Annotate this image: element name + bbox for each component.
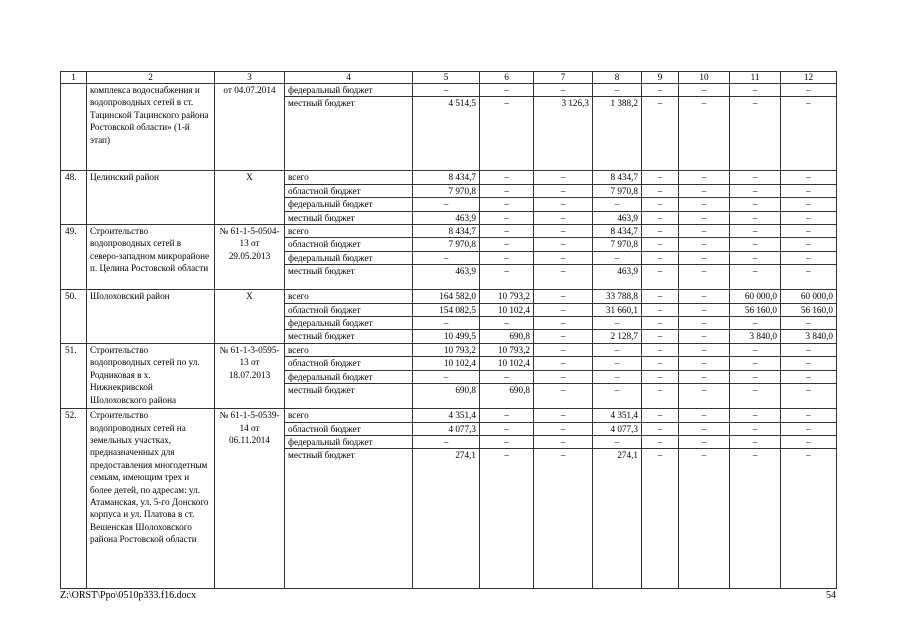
amount-cell: 690,8	[480, 330, 534, 343]
amount-cell: –	[534, 290, 593, 303]
budget-source-label: федеральный бюджет	[285, 317, 413, 330]
amount-cell: –	[642, 303, 679, 316]
amount-cell: 4 077,3	[413, 422, 480, 435]
table-row	[61, 290, 837, 303]
amount-cell: –	[730, 225, 781, 238]
amount-cell: –	[480, 317, 534, 330]
budget-source-label: областной бюджет	[285, 422, 413, 435]
budget-source-label: местный бюджет	[285, 265, 413, 290]
amount-cell: 3 126,3	[534, 97, 593, 171]
amount-cell: –	[593, 251, 642, 264]
amount-cell: –	[679, 265, 730, 290]
amount-cell: –	[642, 290, 679, 303]
amount-cell: –	[730, 84, 781, 97]
item-number: 49.	[61, 225, 87, 290]
amount-cell: –	[730, 265, 781, 290]
document-reference: № 61-1-3-0595-13 от 18.07.2013	[215, 343, 285, 408]
amount-cell: 164 582,0	[413, 290, 480, 303]
amount-cell: –	[534, 330, 593, 343]
amount-cell: 56 160,0	[730, 303, 781, 316]
column-header: 7	[534, 72, 593, 84]
object-name: комплекса водоснабжения и водопроводных сетей в ст. Тацинской Тацинского района Ростовской области» (1-й этап)	[87, 84, 215, 171]
amount-cell: –	[730, 357, 781, 370]
amount-cell: –	[593, 370, 642, 383]
amount-cell: –	[480, 409, 534, 422]
amount-cell: –	[480, 370, 534, 383]
budget-source-label: местный бюджет	[285, 449, 413, 589]
amount-cell: –	[730, 370, 781, 383]
amount-cell: –	[730, 198, 781, 211]
amount-cell: –	[534, 265, 593, 290]
amount-cell: 463,9	[413, 265, 480, 290]
amount-cell: 10 102,4	[480, 357, 534, 370]
amount-cell: –	[534, 317, 593, 330]
amount-cell: –	[534, 449, 593, 589]
amount-cell: 3 840,0	[730, 330, 781, 343]
amount-cell: –	[781, 265, 837, 290]
amount-cell: –	[593, 198, 642, 211]
amount-cell: –	[679, 409, 730, 422]
amount-cell: –	[730, 449, 781, 589]
amount-cell: –	[642, 317, 679, 330]
amount-cell: –	[730, 435, 781, 448]
item-number	[61, 84, 87, 171]
amount-cell: 56 160,0	[781, 303, 837, 316]
amount-cell: –	[480, 422, 534, 435]
amount-cell: –	[593, 357, 642, 370]
amount-cell: –	[534, 370, 593, 383]
document-reference: Х	[215, 171, 285, 225]
amount-cell: 4 077,3	[593, 422, 642, 435]
amount-cell: –	[781, 184, 837, 197]
amount-cell: –	[679, 225, 730, 238]
amount-cell: 4 514,5	[413, 97, 480, 171]
table-row	[61, 409, 837, 422]
object-name: Строительство водопроводных сетей на земельных участках, предназначенных для предоставления многодетным семьям, имеющим трех и более детей, по адресам: ул. Атаманская, ул. 5-го Донского корпуса и ул. Платова в ст. Вешенская Шолоховского района Ростовской области	[87, 409, 215, 589]
amount-cell: 690,8	[413, 384, 480, 409]
amount-cell: –	[781, 357, 837, 370]
document-reference: № 61-1-5-0539-14 от 06.11.2014	[215, 409, 285, 589]
amount-cell: –	[413, 198, 480, 211]
amount-cell: –	[642, 198, 679, 211]
amount-cell: 274,1	[593, 449, 642, 589]
amount-cell: –	[534, 422, 593, 435]
budget-source-label: всего	[285, 343, 413, 356]
amount-cell: –	[679, 251, 730, 264]
amount-cell: –	[679, 238, 730, 251]
amount-cell: –	[593, 343, 642, 356]
amount-cell: –	[642, 171, 679, 184]
amount-cell: –	[534, 384, 593, 409]
table-row	[61, 84, 837, 97]
amount-cell: 463,9	[413, 211, 480, 224]
amount-cell: –	[679, 97, 730, 171]
table-row	[61, 343, 837, 356]
budget-source-label: местный бюджет	[285, 211, 413, 224]
amount-cell: 463,9	[593, 265, 642, 290]
amount-cell: 3 840,0	[781, 330, 837, 343]
column-header: 8	[593, 72, 642, 84]
amount-cell: –	[730, 422, 781, 435]
budget-source-label: всего	[285, 171, 413, 184]
column-header: 11	[730, 72, 781, 84]
budget-source-label: федеральный бюджет	[285, 370, 413, 383]
amount-cell: –	[534, 238, 593, 251]
object-name: Строительство водопроводных сетей в северо-западном микрорайоне п. Целина Ростовской области	[87, 225, 215, 290]
budget-source-label: федеральный бюджет	[285, 435, 413, 448]
amount-cell: –	[679, 303, 730, 316]
amount-cell: –	[679, 290, 730, 303]
amount-cell: –	[480, 97, 534, 171]
amount-cell: –	[642, 384, 679, 409]
amount-cell: 33 788,8	[593, 290, 642, 303]
amount-cell: –	[781, 198, 837, 211]
amount-cell: –	[413, 317, 480, 330]
amount-cell: –	[781, 211, 837, 224]
amount-cell: –	[413, 251, 480, 264]
amount-cell: 60 000,0	[781, 290, 837, 303]
amount-cell: –	[730, 343, 781, 356]
amount-cell: –	[781, 251, 837, 264]
table-row	[61, 171, 837, 184]
amount-cell: –	[730, 171, 781, 184]
item-number: 52.	[61, 409, 87, 589]
table-row	[61, 225, 837, 238]
budget-source-label: всего	[285, 409, 413, 422]
amount-cell: –	[781, 84, 837, 97]
amount-cell: 7 970,8	[593, 184, 642, 197]
amount-cell: –	[534, 251, 593, 264]
amount-cell: –	[534, 84, 593, 97]
budget-source-label: областной бюджет	[285, 184, 413, 197]
amount-cell: 690,8	[480, 384, 534, 409]
amount-cell: –	[730, 184, 781, 197]
budget-source-label: федеральный бюджет	[285, 84, 413, 97]
amount-cell: –	[480, 184, 534, 197]
page-number: 54	[826, 590, 836, 601]
amount-cell: –	[781, 343, 837, 356]
amount-cell: –	[480, 225, 534, 238]
amount-cell: –	[781, 225, 837, 238]
amount-cell: –	[781, 422, 837, 435]
column-header: 12	[781, 72, 837, 84]
budget-source-label: федеральный бюджет	[285, 198, 413, 211]
amount-cell: –	[642, 449, 679, 589]
amount-cell: 31 660,1	[593, 303, 642, 316]
amount-cell: –	[593, 384, 642, 409]
document-reference: № 61-1-5-0504-13 от 29.05.2013	[215, 225, 285, 290]
amount-cell: –	[642, 97, 679, 171]
budget-source-label: областной бюджет	[285, 303, 413, 316]
amount-cell: 463,9	[593, 211, 642, 224]
amount-cell: –	[534, 303, 593, 316]
amount-cell: –	[413, 84, 480, 97]
budget-source-label: федеральный бюджет	[285, 251, 413, 264]
column-header: 5	[413, 72, 480, 84]
amount-cell: 7 970,8	[593, 238, 642, 251]
amount-cell: –	[679, 384, 730, 409]
amount-cell: –	[679, 435, 730, 448]
amount-cell: –	[781, 238, 837, 251]
amount-cell: –	[480, 198, 534, 211]
document-reference: от 04.07.2014	[215, 84, 285, 171]
amount-cell: –	[642, 251, 679, 264]
amount-cell: 8 434,7	[593, 225, 642, 238]
amount-cell: –	[413, 370, 480, 383]
amount-cell: 7 970,8	[413, 238, 480, 251]
amount-cell: –	[480, 435, 534, 448]
amount-cell: –	[781, 97, 837, 171]
amount-cell: 154 082,5	[413, 303, 480, 316]
object-name: Шолоховский район	[87, 290, 215, 344]
amount-cell: –	[642, 184, 679, 197]
item-number: 50.	[61, 290, 87, 344]
amount-cell: 10 793,2	[480, 343, 534, 356]
amount-cell: –	[730, 317, 781, 330]
header-row	[61, 72, 837, 84]
amount-cell: –	[730, 384, 781, 409]
amount-cell: 10 102,4	[413, 357, 480, 370]
budget-source-label: всего	[285, 225, 413, 238]
amount-cell: 10 793,2	[480, 290, 534, 303]
amount-cell: –	[679, 449, 730, 589]
amount-cell: –	[679, 370, 730, 383]
amount-cell: 274,1	[413, 449, 480, 589]
amount-cell: –	[730, 97, 781, 171]
column-header: 1	[61, 72, 87, 84]
amount-cell: –	[534, 409, 593, 422]
amount-cell: –	[534, 184, 593, 197]
amount-cell: –	[781, 370, 837, 383]
amount-cell: –	[642, 211, 679, 224]
amount-cell: 10 102,4	[480, 303, 534, 316]
amount-cell: –	[679, 357, 730, 370]
column-header: 10	[679, 72, 730, 84]
amount-cell: –	[642, 343, 679, 356]
amount-cell: –	[480, 84, 534, 97]
document-reference: Х	[215, 290, 285, 344]
amount-cell: –	[642, 370, 679, 383]
budget-source-label: областной бюджет	[285, 238, 413, 251]
column-header: 9	[642, 72, 679, 84]
amount-cell: –	[593, 317, 642, 330]
amount-cell: –	[534, 357, 593, 370]
amount-cell: –	[730, 409, 781, 422]
amount-cell: 60 000,0	[730, 290, 781, 303]
amount-cell: –	[679, 171, 730, 184]
budget-table	[60, 71, 837, 589]
budget-source-label: местный бюджет	[285, 97, 413, 171]
amount-cell: –	[730, 251, 781, 264]
amount-cell: –	[781, 384, 837, 409]
amount-cell: –	[480, 238, 534, 251]
amount-cell: 8 434,7	[413, 225, 480, 238]
amount-cell: 10 499,5	[413, 330, 480, 343]
object-name: Целинский район	[87, 171, 215, 225]
amount-cell: 1 388,2	[593, 97, 642, 171]
amount-cell: 4 351,4	[593, 409, 642, 422]
amount-cell: –	[593, 84, 642, 97]
amount-cell: 2 128,7	[593, 330, 642, 343]
amount-cell: –	[642, 225, 679, 238]
amount-cell: –	[642, 238, 679, 251]
amount-cell: –	[593, 435, 642, 448]
amount-cell: –	[642, 435, 679, 448]
amount-cell: –	[679, 317, 730, 330]
amount-cell: –	[730, 238, 781, 251]
column-header: 4	[285, 72, 413, 84]
amount-cell: –	[534, 225, 593, 238]
amount-cell: –	[642, 422, 679, 435]
budget-source-label: областной бюджет	[285, 357, 413, 370]
budget-source-label: местный бюджет	[285, 384, 413, 409]
amount-cell: –	[413, 435, 480, 448]
amount-cell: –	[642, 357, 679, 370]
column-header: 2	[87, 72, 215, 84]
amount-cell: –	[480, 251, 534, 264]
amount-cell: –	[534, 343, 593, 356]
amount-cell: –	[781, 317, 837, 330]
amount-cell: 10 793,2	[413, 343, 480, 356]
amount-cell: –	[642, 84, 679, 97]
amount-cell: –	[781, 449, 837, 589]
amount-cell: –	[534, 198, 593, 211]
amount-cell: –	[679, 184, 730, 197]
amount-cell: –	[480, 265, 534, 290]
amount-cell: 8 434,7	[593, 171, 642, 184]
amount-cell: 7 970,8	[413, 184, 480, 197]
column-header: 3	[215, 72, 285, 84]
amount-cell: –	[679, 198, 730, 211]
amount-cell: –	[642, 409, 679, 422]
amount-cell: 4 351,4	[413, 409, 480, 422]
footer-file-path: Z:\ORST\Ppo\0510p333.f16.docx	[60, 590, 197, 601]
amount-cell: –	[480, 211, 534, 224]
budget-source-label: всего	[285, 290, 413, 303]
object-name: Строительство водопроводных сетей по ул. Родниковая в х. Нижнекривской Шолоховского района	[87, 343, 215, 408]
amount-cell: –	[642, 330, 679, 343]
budget-source-label: местный бюджет	[285, 330, 413, 343]
item-number: 51.	[61, 343, 87, 408]
amount-cell: –	[642, 265, 679, 290]
table-body	[61, 84, 837, 589]
amount-cell: –	[679, 211, 730, 224]
amount-cell: –	[679, 330, 730, 343]
amount-cell: –	[781, 409, 837, 422]
amount-cell: –	[781, 435, 837, 448]
column-header: 6	[480, 72, 534, 84]
amount-cell: –	[480, 449, 534, 589]
amount-cell: –	[679, 84, 730, 97]
amount-cell: –	[534, 211, 593, 224]
amount-cell: –	[679, 422, 730, 435]
amount-cell: –	[730, 211, 781, 224]
amount-cell: –	[534, 171, 593, 184]
amount-cell: –	[781, 171, 837, 184]
amount-cell: –	[480, 171, 534, 184]
amount-cell: –	[534, 435, 593, 448]
amount-cell: –	[679, 343, 730, 356]
item-number: 48.	[61, 171, 87, 225]
amount-cell: 8 434,7	[413, 171, 480, 184]
